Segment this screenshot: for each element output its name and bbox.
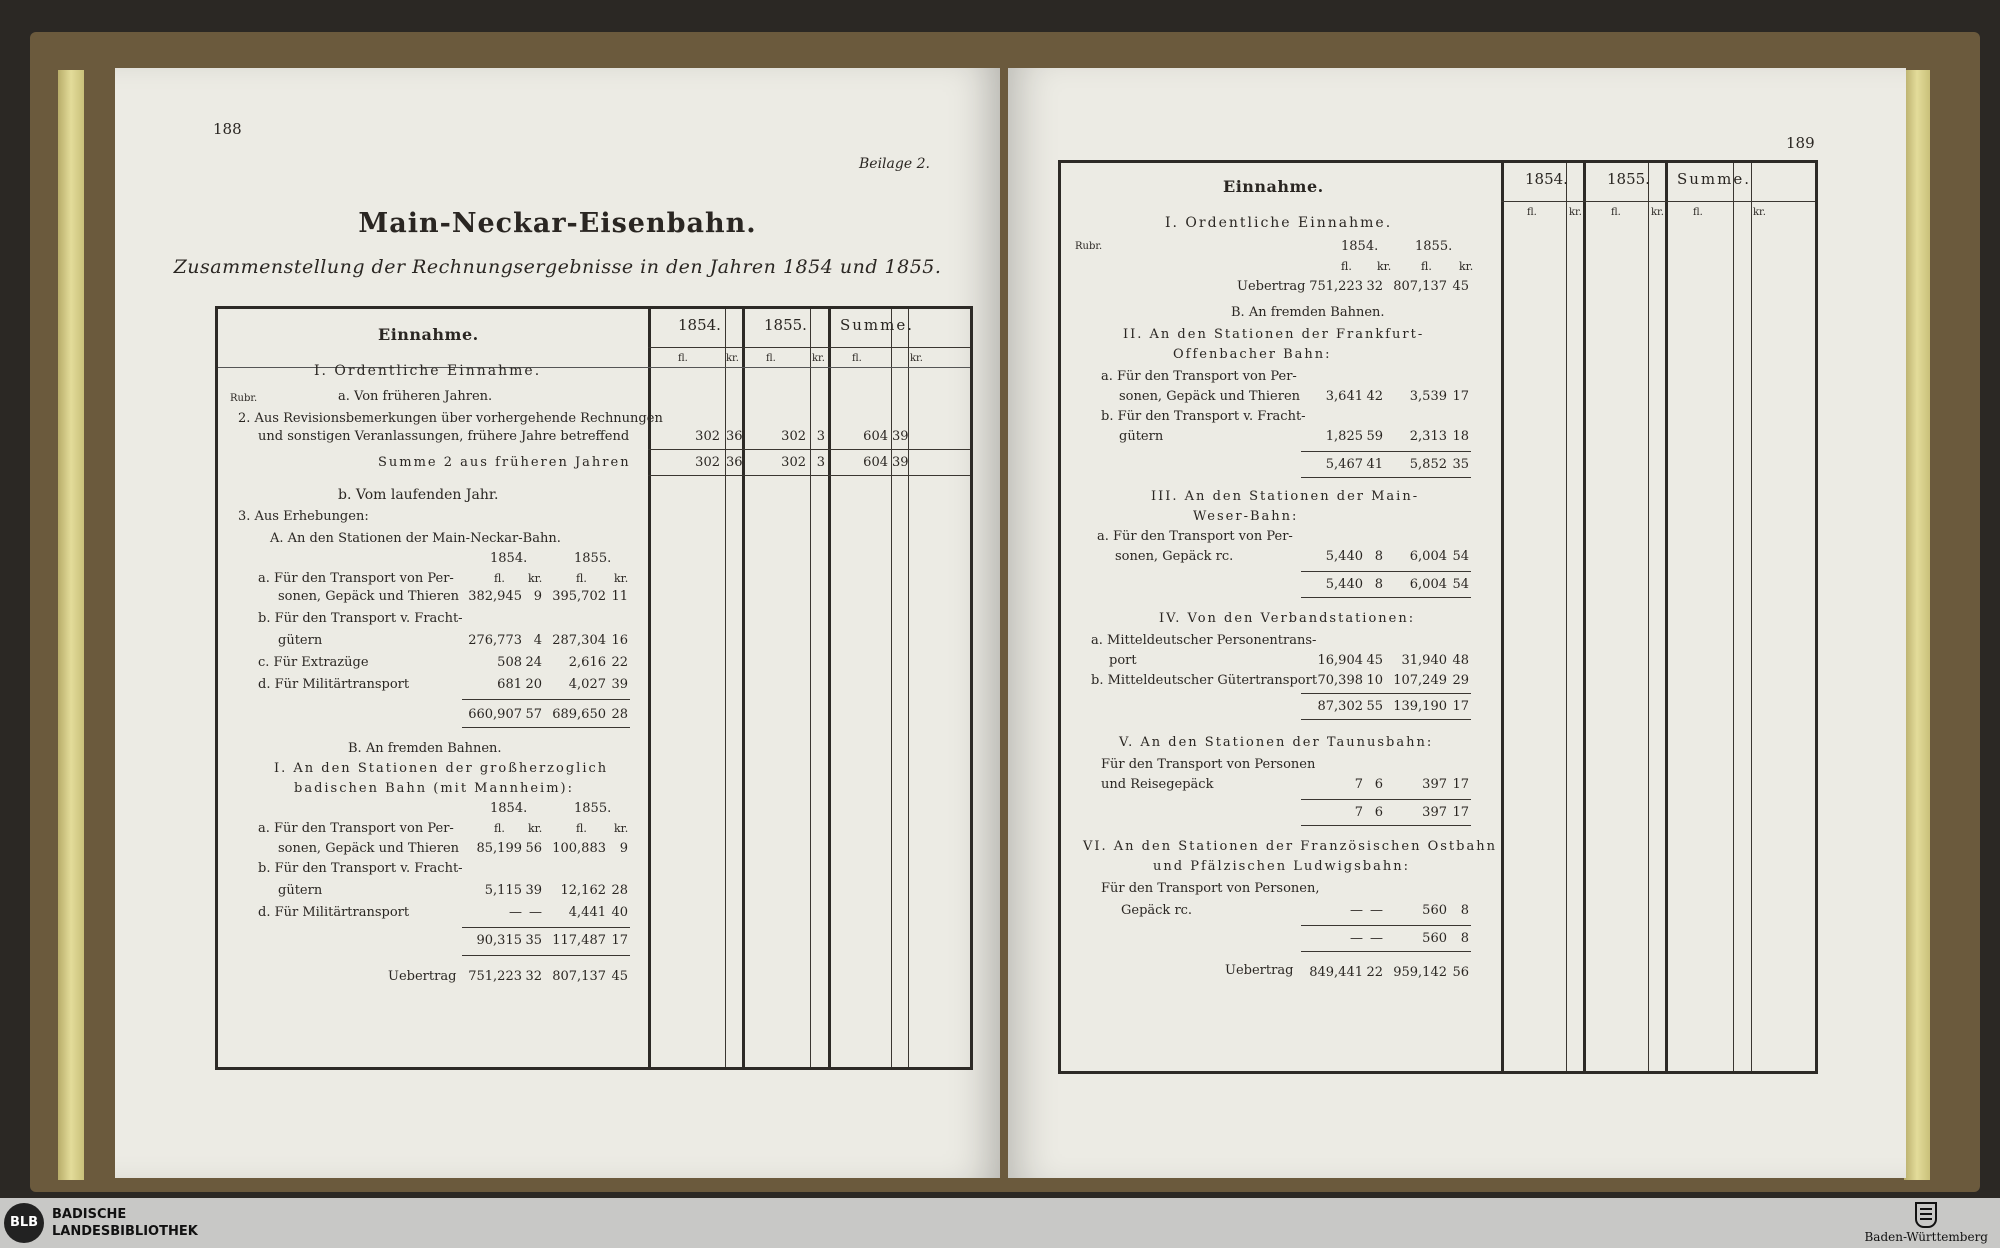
II-a-line1: a. Für den Transport von Per- [1101,369,1297,384]
unit-fl: fl. [1341,260,1352,273]
section-B: B. An fremden Bahnen. [348,741,502,756]
unit-fl: fl. [852,353,862,364]
header-1855: 1855. [1607,170,1650,188]
III-a-line2: sonen, Gepäck rc. [1115,549,1234,564]
value-cell: 57 [525,707,542,722]
header-1855: 1855. [764,316,807,334]
unit-kr: kr. [1753,207,1766,218]
value-cell: 1,825 [1325,429,1363,444]
value-cell: 39 [611,677,628,692]
value-cell: 807,137 [552,969,606,984]
rubr-label: Rubr. [230,393,258,404]
value-cell: 55 [1366,699,1383,714]
unit-kr: kr. [1651,207,1664,218]
value-cell: 22 [1366,965,1383,980]
value-cell: 20 [525,677,542,692]
item2-line1: 2. Aus Revisionsbemerkungen über vorhergehende Rechnungen [238,411,663,426]
V-a-line1: Für den Transport von Personen [1101,757,1316,772]
value-cell: 508 [497,655,522,670]
value-cell: 107,249 [1393,673,1447,688]
III-a-line1: a. Für den Transport von Per- [1097,529,1293,544]
value-cell: 302 [781,455,806,470]
value-cell: 36 [726,455,743,470]
section-B: B. An fremden Bahnen. [1231,305,1385,320]
year-label: 1854. [1341,239,1379,254]
value-cell: 287,304 [552,633,606,648]
value-cell: 70,398 [1317,673,1363,688]
unit-kr: kr. [1459,260,1474,273]
unit-fl: fl. [576,572,587,585]
page-subtitle: Zusammenstellung der Rechnungsergebnisse in den Jahren 1854 und 1855. [173,256,942,278]
value-cell: 560 [1422,903,1447,918]
header-einnahme: Einnahme. [1223,177,1324,196]
value-cell: 3 [816,455,825,470]
value-cell: 6,004 [1409,549,1447,564]
IV-line: IV. Von den Verbandstationen: [1159,611,1416,626]
value-cell: 100,883 [552,841,606,856]
value-cell: 35 [1452,457,1469,472]
header-einnahme: Einnahme. [378,325,479,344]
value-cell: 302 [781,429,806,444]
value-cell: 4,027 [568,677,606,692]
section-a: a. Von früheren Jahren. [338,389,493,404]
value-cell: 39 [892,455,909,470]
value-cell: 12,162 [560,883,606,898]
value-cell: 24 [525,655,542,670]
B-I-line2: badischen Bahn (mit Mannheim): [294,781,574,796]
item2-line2: und sonstigen Veranlassungen, frühere Jahre betreffend [258,429,630,444]
value-cell: 660,907 [468,707,522,722]
unit-fl: fl. [678,353,688,364]
value-cell: 35 [525,933,542,948]
unit-kr: kr. [614,822,629,835]
page-number: 188 [213,120,242,138]
value-cell: 3,641 [1325,389,1363,404]
value-cell: 5,852 [1409,457,1447,472]
value-cell: 39 [892,429,909,444]
section-ordentliche: I. Ordentliche Einnahme. [1165,215,1393,231]
value-cell: 17 [1452,805,1469,820]
value-cell: 807,137 [1393,279,1447,294]
value-cell: 56 [525,841,542,856]
value-cell: 604 [863,455,888,470]
value-cell: 959,142 [1393,965,1447,980]
value-cell: 54 [1452,549,1469,564]
value-cell: 9 [619,841,628,856]
section-ordentliche: I. Ordentliche Einnahme. [314,363,542,379]
section-b: b. Vom laufenden Jahr. [338,487,499,503]
value-cell: 41 [1366,457,1383,472]
uebertrag-label: Uebertrag [1225,963,1294,978]
value-cell: 8 [1374,577,1383,592]
header-1854: 1854. [1525,170,1568,188]
II-a-line2: sonen, Gepäck und Thieren [1119,389,1301,404]
III-line1: III. An den Stationen der Main- [1151,489,1420,504]
crest-icon [1915,1202,1937,1228]
value-cell: — [509,905,522,920]
value-cell: 4,441 [568,905,606,920]
value-cell: 8 [1460,903,1469,918]
IV-b: b. Mitteldeutscher Gütertransport [1091,673,1318,688]
unit-kr: kr. [812,353,825,364]
footer-bar [0,1198,2000,1248]
section-A: A. An den Stationen der Main-Neckar-Bahn. [270,531,561,546]
value-cell: — [1350,931,1363,946]
beilage-label: Beilage 2. [859,156,930,172]
value-cell: 3,539 [1409,389,1447,404]
B-a-line1: a. Für den Transport von Per- [258,821,454,836]
value-cell: 87,302 [1317,699,1363,714]
value-cell: 302 [695,429,720,444]
B-a-line2: sonen, Gepäck und Thieren [278,841,460,856]
VI-a-line1: Für den Transport von Personen, [1101,881,1320,896]
unit-fl: fl. [494,572,505,585]
value-cell: 7 [1354,805,1363,820]
value-cell: 17 [1452,699,1469,714]
unit-kr: kr. [528,572,543,585]
value-cell: 42 [1366,389,1383,404]
unit-kr: kr. [726,353,739,364]
summe2-label: Summe 2 aus früheren Jahren [378,455,631,470]
value-cell: 3 [816,429,825,444]
value-cell: 4 [533,633,542,648]
value-cell: 8 [1374,549,1383,564]
value-cell: 5,440 [1325,549,1363,564]
library-line2: LANDESBIBLIOTHEK [52,1224,198,1239]
VI-a-line2: Gepäck rc. [1121,903,1193,918]
value-cell: 17 [1452,389,1469,404]
II-line1: II. An den Stationen der Frankfurt- [1123,327,1425,342]
year-label: 1854. [490,801,528,816]
uebertrag-label: Uebertrag [1237,279,1306,294]
value-cell: 17 [1452,777,1469,792]
value-cell: 17 [611,933,628,948]
value-cell: 139,190 [1393,699,1447,714]
unit-fl: fl. [1693,207,1703,218]
year-label: 1854. [490,551,528,566]
A-a-line2: sonen, Gepäck und Thieren [278,589,460,604]
value-cell: 560 [1422,931,1447,946]
left-page-edges [58,70,84,1180]
unit-kr: kr. [614,572,629,585]
value-cell: 302 [695,455,720,470]
unit-fl: fl. [1527,207,1537,218]
value-cell: 32 [525,969,542,984]
year-label: 1855. [574,801,612,816]
value-cell: 9 [533,589,542,604]
value-cell: 2,313 [1409,429,1447,444]
right-page [1008,68,1906,1178]
unit-kr: kr. [1569,207,1582,218]
A-b-line1: b. Für den Transport v. Fracht- [258,611,463,626]
value-cell: 849,441 [1309,965,1363,980]
uebertrag-label: Uebertrag [388,969,457,984]
value-cell: 751,223 [1309,279,1363,294]
A-a-line1: a. Für den Transport von Per- [258,571,454,586]
value-cell: 59 [1366,429,1383,444]
VI-line2: und Pfälzischen Ludwigsbahn: [1153,859,1410,874]
A-d: d. Für Militärtransport [258,677,410,692]
value-cell: — [1370,903,1383,918]
state-logo[interactable] [1864,1202,1988,1244]
value-cell: 6,004 [1409,577,1447,592]
unit-fl: fl. [576,822,587,835]
value-cell: 751,223 [468,969,522,984]
unit-kr: kr. [528,822,543,835]
page-number: 189 [1786,134,1815,152]
page-title: Main-Neckar-Eisenbahn. [358,208,757,239]
unit-kr: kr. [1377,260,1392,273]
value-cell: 117,487 [552,933,606,948]
value-cell: 56 [1452,965,1469,980]
library-name[interactable] [52,1206,198,1240]
VI-line1: VI. An den Stationen der Französischen Ostbahn [1083,839,1497,854]
value-cell: 31,940 [1401,653,1447,668]
value-cell: 22 [611,655,628,670]
value-cell: 32 [1366,279,1383,294]
value-cell: 48 [1452,653,1469,668]
value-cell: 29 [1452,673,1469,688]
value-cell: 85,199 [476,841,522,856]
value-cell: — [529,905,542,920]
III-line2: Weser-Bahn: [1193,509,1299,524]
value-cell: 6 [1374,805,1383,820]
value-cell: 604 [863,429,888,444]
value-cell: 28 [611,883,628,898]
value-cell: 689,650 [552,707,606,722]
A-c: c. Für Extrazüge [258,655,369,670]
B-b-line1: b. Für den Transport v. Fracht- [258,861,463,876]
unit-kr: kr. [910,353,923,364]
unit-fl: fl. [766,353,776,364]
A-b-line2: gütern [278,633,323,648]
IV-a-line2: port [1109,653,1137,668]
V-line: V. An den Stationen der Taunusbahn: [1119,735,1434,750]
II-b-line2: gütern [1119,429,1164,444]
B-b-line2: gütern [278,883,323,898]
state-name: Baden-Württemberg [1864,1230,1988,1244]
header-summe: Summe. [840,316,915,334]
right-page-edges [1904,70,1930,1180]
II-b-line1: b. Für den Transport v. Fracht- [1101,409,1306,424]
value-cell: 681 [497,677,522,692]
value-cell: 395,702 [552,589,606,604]
blb-logo[interactable]: BLB [4,1203,44,1243]
income-table-left [215,306,973,1070]
value-cell: 2,616 [568,655,606,670]
V-a-line2: und Reisegepäck [1101,777,1214,792]
value-cell: 382,945 [468,589,522,604]
value-cell: 40 [611,905,628,920]
B-I-line1: I. An den Stationen der großherzoglich [274,761,609,776]
value-cell: 16,904 [1317,653,1363,668]
year-label: 1855. [574,551,612,566]
year-label: 1855. [1415,239,1453,254]
value-cell: 6 [1374,777,1383,792]
value-cell: — [1370,931,1383,946]
unit-fl: fl. [1421,260,1432,273]
library-line1: BADISCHE [52,1207,127,1222]
value-cell: 39 [525,883,542,898]
item3: 3. Aus Erhebungen: [238,509,369,524]
value-cell: 45 [1452,279,1469,294]
rubr-label: Rubr. [1075,241,1103,252]
IV-a-line1: a. Mitteldeutscher Personentrans- [1091,633,1317,648]
header-summe: Summe. [1677,170,1752,188]
left-page [115,68,1000,1178]
value-cell: 54 [1452,577,1469,592]
unit-fl: fl. [1611,207,1621,218]
income-table-right [1058,160,1818,1074]
value-cell: 45 [611,969,628,984]
value-cell: 5,467 [1325,457,1363,472]
value-cell: 276,773 [468,633,522,648]
value-cell: 7 [1354,777,1363,792]
value-cell: 45 [1366,653,1383,668]
value-cell: 397 [1422,805,1447,820]
value-cell: 8 [1460,931,1469,946]
value-cell: 28 [611,707,628,722]
value-cell: 36 [726,429,743,444]
value-cell: 5,115 [484,883,522,898]
value-cell: 90,315 [476,933,522,948]
value-cell: — [1350,903,1363,918]
B-d: d. Für Militärtransport [258,905,410,920]
unit-fl: fl. [494,822,505,835]
value-cell: 16 [611,633,628,648]
value-cell: 10 [1366,673,1383,688]
value-cell: 5,440 [1325,577,1363,592]
header-1854: 1854. [678,316,721,334]
value-cell: 18 [1452,429,1469,444]
value-cell: 11 [611,589,628,604]
II-line2: Offenbacher Bahn: [1173,347,1332,362]
value-cell: 397 [1422,777,1447,792]
